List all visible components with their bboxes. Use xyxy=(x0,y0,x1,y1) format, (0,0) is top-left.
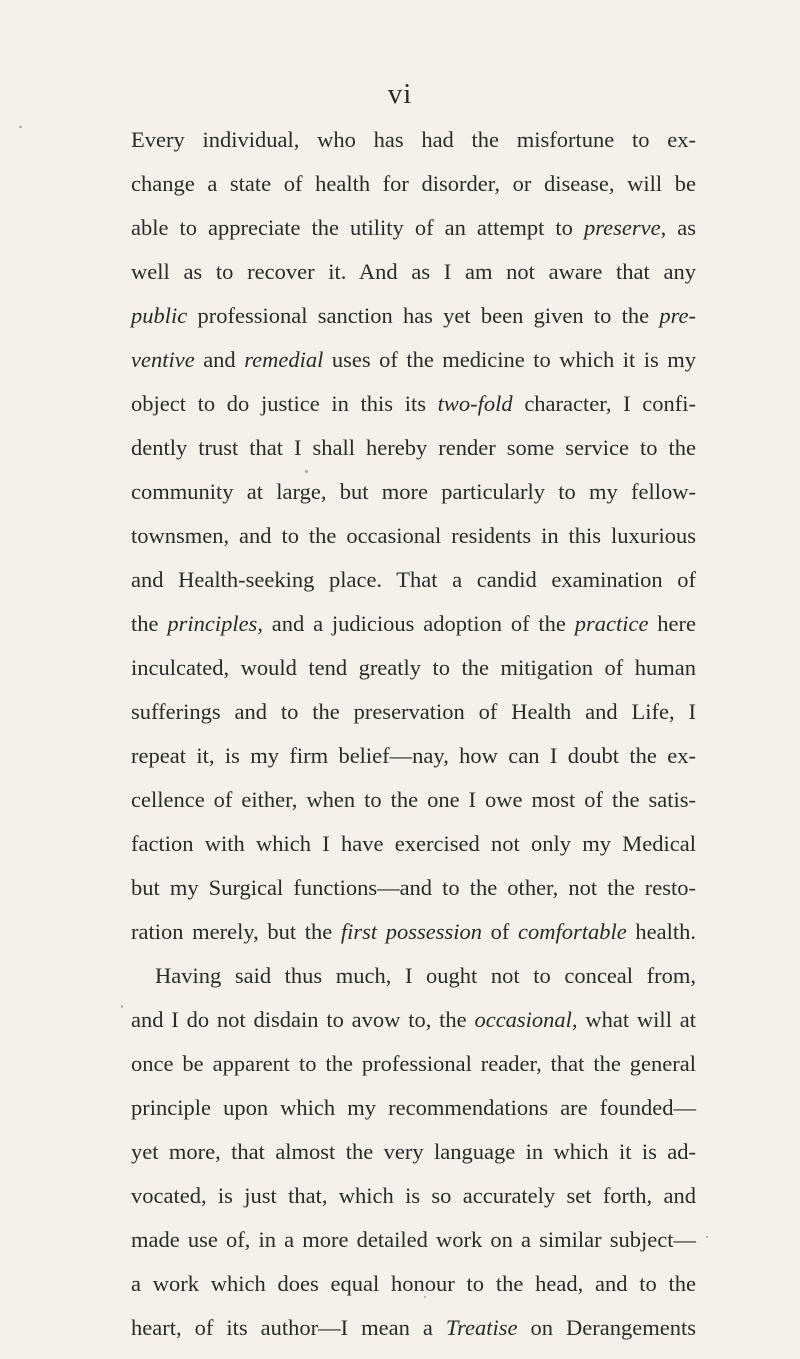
text-segment: Having said thus much, I ought not to conceal from, xyxy=(155,963,696,988)
text-line xyxy=(131,470,696,514)
italic-text-segment: principles, xyxy=(167,611,263,636)
text-segment: and I do not disdain to avow to, the xyxy=(131,1007,475,1032)
text-line xyxy=(131,1174,696,1218)
italic-text-segment: public xyxy=(131,303,188,328)
text-line xyxy=(131,338,696,382)
text-line xyxy=(131,558,696,602)
text-segment: character, I confi- xyxy=(512,391,697,416)
text-line xyxy=(131,822,696,866)
text-segment: object to do justice in this its xyxy=(131,391,438,416)
text-line xyxy=(131,1218,696,1262)
text-segment: and Health-seeking place. That a candid examination of xyxy=(131,567,696,592)
text-line xyxy=(131,1042,696,1086)
page-number: vi xyxy=(387,78,413,110)
paper-speck xyxy=(424,1296,426,1298)
text-segment: uses of the medicine to which it is my xyxy=(323,347,696,372)
text-line xyxy=(131,866,696,910)
text-segment: inculcated, would tend greatly to the mitigation of human xyxy=(131,655,696,680)
text-segment: made use of, in a more detailed work on a similar subject— xyxy=(131,1227,696,1252)
text-line xyxy=(131,250,696,294)
text-line xyxy=(131,426,696,470)
italic-text-segment: practice xyxy=(574,611,649,636)
italic-text-segment: ventive xyxy=(131,347,195,372)
text-line xyxy=(131,646,696,690)
text-segment: townsmen, and to the occasional residents in this luxurious xyxy=(131,523,696,548)
text-line xyxy=(131,514,696,558)
text-segment: professional sanction has yet been given to the xyxy=(187,303,660,328)
text-line xyxy=(131,206,696,250)
text-segment: dently trust that I shall hereby render some service to the xyxy=(131,435,696,460)
text-segment: community at large, but more particularly to my fellow- xyxy=(131,479,696,504)
text-segment: principle upon which my recommendations are founded— xyxy=(131,1095,696,1120)
text-segment: Every individual, who has had the misfortune to ex- xyxy=(131,127,696,152)
italic-text-segment: preserve, xyxy=(583,215,667,240)
text-segment: and a judicious adoption of the xyxy=(262,611,575,636)
text-segment: once be apparent to the professional reader, that the general xyxy=(131,1051,696,1076)
text-line xyxy=(131,1306,696,1350)
text-segment: well as to recover it. And as I am not aware that any xyxy=(131,259,696,284)
italic-text-segment: occasional, xyxy=(474,1007,578,1032)
text-segment: the xyxy=(131,611,168,636)
text-segment: of xyxy=(482,919,519,944)
text-line xyxy=(131,778,696,822)
text-line xyxy=(131,602,696,646)
text-line xyxy=(131,690,696,734)
text-segment: sufferings and to the preservation of Health and Life, I xyxy=(131,699,696,724)
text-segment: health. xyxy=(626,919,696,944)
text-segment: change a state of health for disorder, or disease, will be xyxy=(131,171,696,196)
text-segment: and xyxy=(194,347,245,372)
paper-speck xyxy=(121,1005,123,1008)
text-line xyxy=(131,734,696,778)
italic-text-segment: remedial xyxy=(244,347,324,372)
text-line xyxy=(131,1262,696,1306)
text-line xyxy=(131,1130,696,1174)
text-line xyxy=(131,382,696,426)
italic-text-segment: two-fold xyxy=(437,391,513,416)
italic-text-segment: pre- xyxy=(659,303,696,328)
text-segment: yet more, that almost the very language in which it is ad- xyxy=(131,1139,696,1164)
text-line xyxy=(131,910,696,954)
paper-speck xyxy=(305,470,308,473)
text-segment: faction with which I have exercised not only my Medical xyxy=(131,831,696,856)
text-segment: on Derangements xyxy=(517,1315,696,1340)
text-segment: vocated, is just that, which is so accurately set forth, and xyxy=(131,1183,696,1208)
text-line xyxy=(131,118,696,162)
text-line xyxy=(131,954,696,998)
text-segment: able to appreciate the utility of an attempt to xyxy=(131,215,584,240)
text-segment: here xyxy=(648,611,696,636)
italic-text-segment: Treatise xyxy=(445,1315,518,1340)
text-line xyxy=(131,294,696,338)
text-segment: cellence of either, when to the one I owe most of the satis- xyxy=(131,787,696,812)
paper-speck xyxy=(706,1236,708,1238)
paper-speck xyxy=(19,126,22,128)
text-segment: a work which does equal honour to the head, and to the xyxy=(131,1271,696,1296)
text-segment: but my Surgical functions—and to the other, not the resto- xyxy=(131,875,696,900)
text-line xyxy=(131,162,696,206)
text-segment: as xyxy=(666,215,696,240)
italic-text-segment: first possession xyxy=(340,919,483,944)
text-line xyxy=(131,998,696,1042)
text-segment: heart, of its author—I mean a xyxy=(131,1315,446,1340)
italic-text-segment: comfortable xyxy=(518,919,627,944)
text-segment: repeat it, is my firm belief—nay, how can I doubt the ex- xyxy=(131,743,696,768)
text-segment: what will at xyxy=(577,1007,696,1032)
body-text xyxy=(131,118,696,1350)
text-segment: ration merely, but the xyxy=(131,919,341,944)
text-line xyxy=(131,1086,696,1130)
